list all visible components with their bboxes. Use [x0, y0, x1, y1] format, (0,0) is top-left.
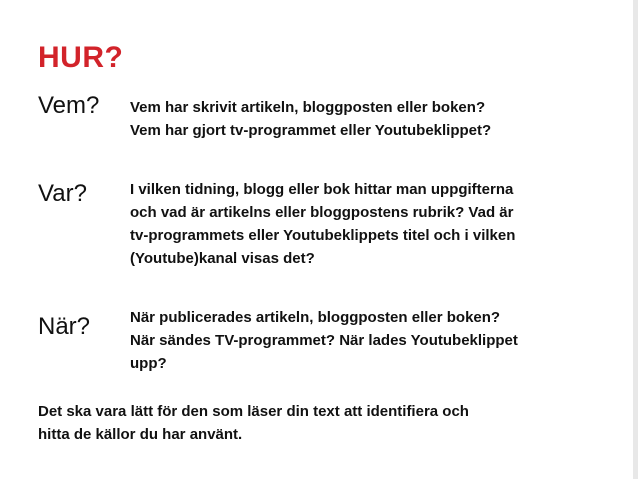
section-label-nar: När?: [38, 313, 91, 340]
text-line: (Youtube)kanal visas det?: [130, 250, 315, 267]
slide-title: HUR?: [38, 41, 124, 74]
footer-text: [38, 400, 598, 446]
text-line: När sändes TV-programmet? När lades Youtubeklippet: [130, 332, 518, 349]
text-line: När publicerades artikeln, bloggposten eller boken?: [130, 309, 501, 326]
slide-edge-bar: [633, 0, 638, 479]
section-text-nar: [130, 306, 600, 375]
text-line: Vem har skrivit artikeln, bloggposten eller boken?: [130, 99, 486, 116]
section-text-vem: [130, 96, 600, 142]
text-line: upp?: [130, 355, 167, 372]
footer-line: hitta de källor du har använt.: [38, 426, 243, 443]
footer-line: Det ska vara lätt för den som läser din text att identifiera och: [38, 403, 469, 420]
text-line: tv-programmets eller Youtubeklippets titel och i vilken: [130, 227, 516, 244]
section-label-var: Var?: [38, 180, 87, 207]
section-text-var: [130, 178, 600, 270]
text-line: Vem har gjort tv-programmet eller Youtubeklippet?: [130, 122, 492, 139]
text-line: och vad är artikelns eller bloggpostens rubrik? Vad är: [130, 204, 514, 221]
section-label-vem: Vem?: [38, 92, 100, 119]
text-line: I vilken tidning, blogg eller bok hittar man uppgifterna: [130, 181, 514, 198]
